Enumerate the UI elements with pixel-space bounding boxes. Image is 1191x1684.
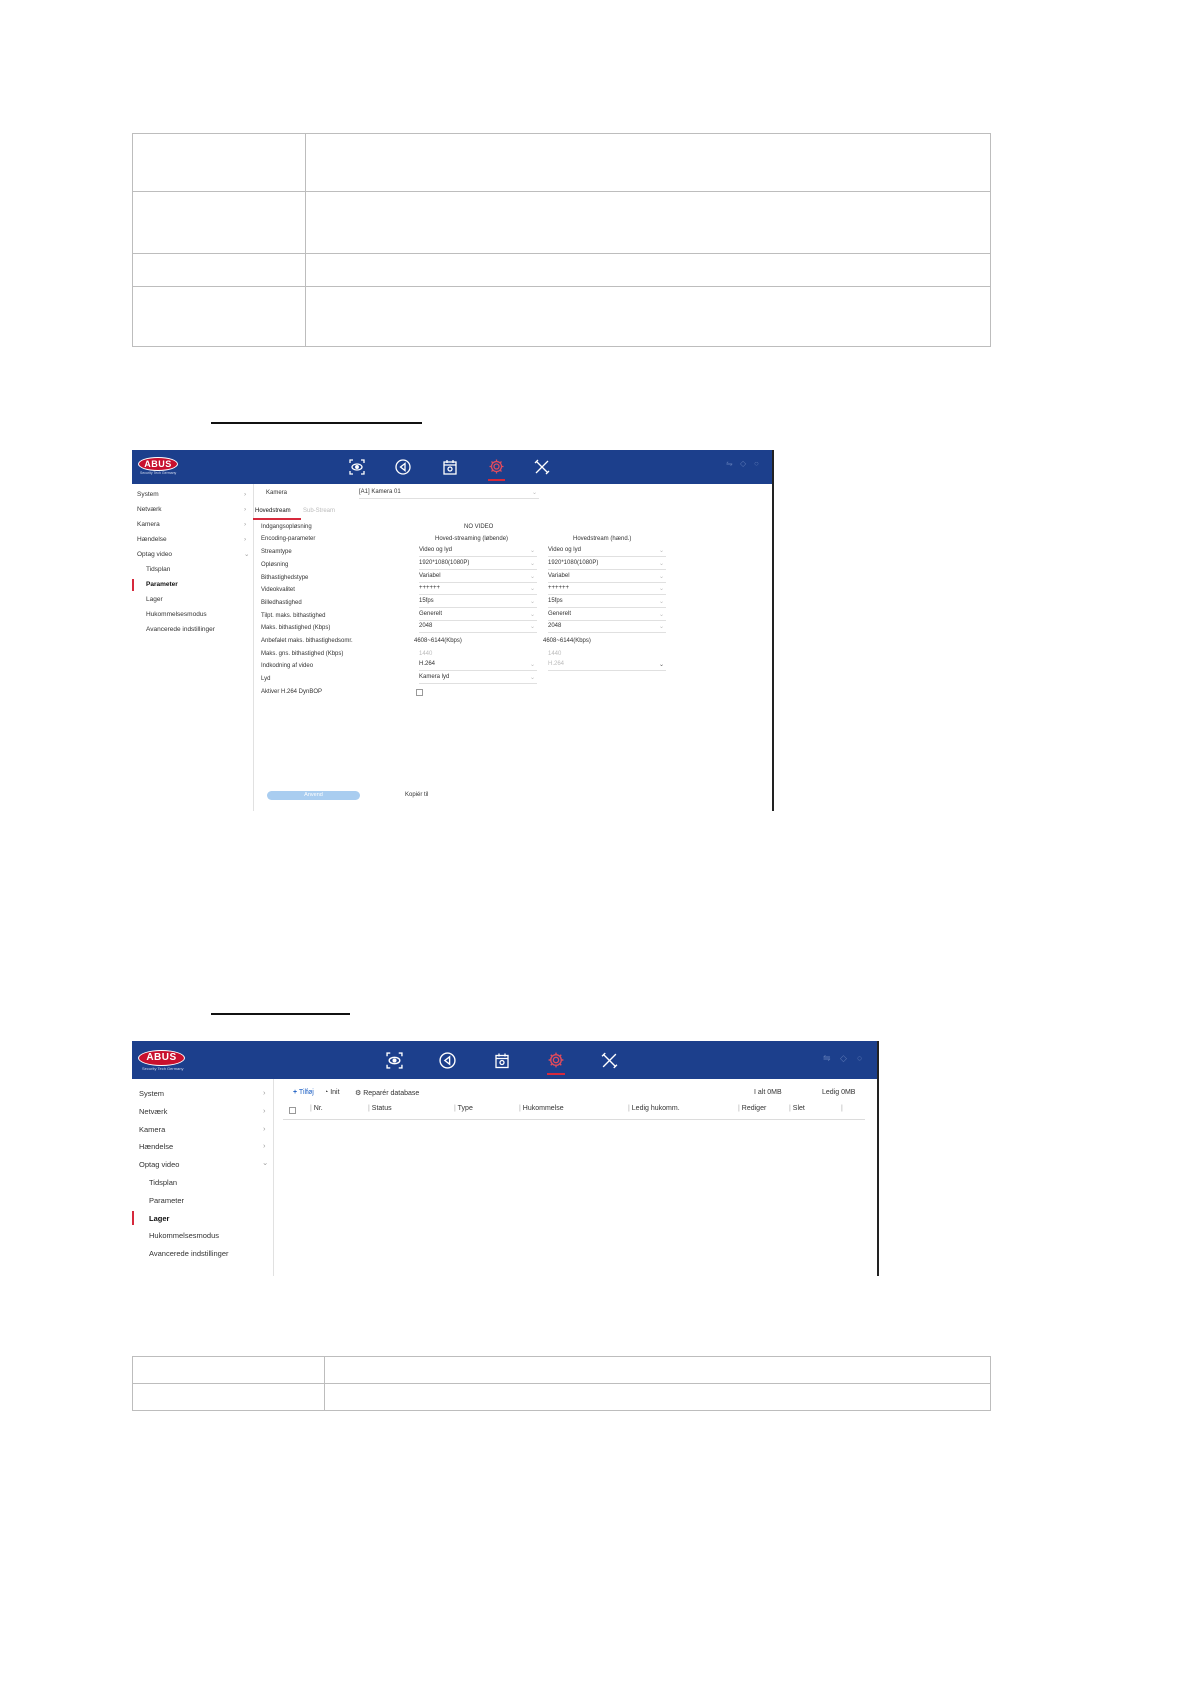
maintenance-icon[interactable] xyxy=(601,1052,618,1069)
column-divider: | xyxy=(368,1105,370,1112)
live-view-icon[interactable] xyxy=(386,1052,403,1069)
column-header-type xyxy=(454,1105,473,1112)
resolution-value: 1920*1080(1080P) xyxy=(419,560,470,566)
chevron-right-icon: › xyxy=(263,1106,266,1115)
add-button[interactable] xyxy=(293,1089,314,1096)
max-bitrate-mode-value: Generelt xyxy=(419,611,443,617)
param-label: Indgangsopløsning xyxy=(261,524,312,530)
param-label: Maks. bithastighed (Kbps) xyxy=(261,625,331,631)
avg-bitrate-value: 1440 xyxy=(419,651,433,657)
sidebar-subitem-parameter[interactable]: Parameter xyxy=(146,581,178,588)
chevron-down-icon: ⌄ xyxy=(658,548,664,554)
live-view-icon[interactable] xyxy=(349,459,365,475)
power-icon[interactable]: ○ xyxy=(754,459,759,468)
chevron-down-icon: ⌄ xyxy=(658,599,664,605)
chevron-right-icon: › xyxy=(244,506,247,513)
column-header-label: Nr. xyxy=(313,1105,323,1112)
heading-underline xyxy=(211,422,422,424)
chevron-down-icon: ⌄ xyxy=(529,599,535,605)
column-header-continuous: Hoved-streaming (løbende) xyxy=(435,536,509,542)
chevron-down-icon: ⌄ xyxy=(529,574,535,580)
param-label: Encoding-parameter xyxy=(261,536,316,542)
chevron-right-icon: › xyxy=(244,536,247,543)
max-bitrate-input[interactable] xyxy=(419,623,537,633)
table-cell xyxy=(133,1357,325,1384)
max-bitrate-value: 2048 xyxy=(419,623,433,629)
chevron-down-icon: ⌄ xyxy=(658,624,664,630)
sidebar-item-network[interactable]: Netværk xyxy=(139,1107,168,1116)
column-divider: | xyxy=(738,1105,740,1112)
recommended-bitrate-value: 4608~6144(Kbps) xyxy=(414,638,462,644)
sidebar-item-record[interactable]: Optag video xyxy=(137,551,173,558)
network-icon[interactable]: ⇋ xyxy=(726,459,733,468)
repair-database-label: Reparér database xyxy=(363,1090,420,1097)
column-header-label: Ledig hukomm. xyxy=(631,1105,680,1112)
event-resolution-select[interactable] xyxy=(548,560,666,570)
event-avg-bitrate-value: 1440 xyxy=(548,651,562,657)
sidebar-item-camera[interactable]: Kamera xyxy=(139,1125,166,1134)
event-stream-type-value: Video og lyd xyxy=(548,547,581,553)
chevron-down-icon: ⌄ xyxy=(529,624,535,630)
column-divider: | xyxy=(519,1105,521,1112)
event-max-bitrate-input[interactable] xyxy=(548,623,666,633)
column-header-label: Status xyxy=(371,1105,392,1112)
column-header-label: Rediger xyxy=(741,1105,767,1112)
column-header-free-memory xyxy=(628,1105,680,1112)
sidebar-item-camera[interactable]: Kamera xyxy=(137,521,160,528)
table-cell xyxy=(306,134,991,192)
param-label: Lyd xyxy=(261,676,271,682)
event-video-quality-select[interactable] xyxy=(548,585,666,595)
free-capacity: Ledig 0MB xyxy=(822,1089,856,1096)
param-label: Indkodning af video xyxy=(261,663,314,669)
sidebar-subitem-storage[interactable]: Lager xyxy=(146,596,163,603)
table-header-row xyxy=(283,1103,865,1120)
chevron-down-icon: ⌄ xyxy=(529,548,535,554)
param-label: Streamtype xyxy=(261,549,292,555)
param-label: Anbefalet maks. bithastighedsomr. xyxy=(261,638,353,644)
column-divider: | xyxy=(789,1105,791,1112)
table-cell xyxy=(306,287,991,347)
param-label: Videokvalitet xyxy=(261,587,295,593)
bell-icon[interactable]: ◇ xyxy=(840,1053,847,1063)
sidebar-subitem-schedule[interactable]: Tidsplan xyxy=(146,566,171,573)
chevron-down-icon: ⌄ xyxy=(529,612,535,618)
bitrate-type-select[interactable] xyxy=(419,573,537,583)
sidebar-item-event[interactable]: Hændelse xyxy=(139,1142,174,1151)
event-bitrate-type-select[interactable] xyxy=(548,573,666,583)
event-resolution-value: 1920*1080(1080P) xyxy=(548,560,599,566)
apply-button[interactable]: Anvend xyxy=(267,791,360,800)
copy-to-button[interactable]: Kopiér til xyxy=(405,792,429,798)
init-label: Init xyxy=(330,1089,340,1096)
table-cell xyxy=(325,1384,991,1411)
search-icon[interactable] xyxy=(443,459,457,475)
event-max-bitrate-mode-value: Generelt xyxy=(548,611,572,617)
sidebar-subitem-advanced[interactable]: Avancerede indstillinger xyxy=(146,626,215,633)
table-cell xyxy=(133,287,306,347)
sidebar-item-system[interactable]: System xyxy=(137,491,159,498)
selected-marker xyxy=(132,579,134,591)
param-label: Bithastighedstype xyxy=(261,575,309,581)
bell-icon[interactable]: ◇ xyxy=(740,459,747,468)
table-cell xyxy=(133,254,306,287)
column-divider: | xyxy=(310,1105,312,1112)
chevron-right-icon: › xyxy=(244,521,247,528)
selected-marker xyxy=(132,1211,134,1225)
frame-rate-value: 15fps xyxy=(419,598,434,604)
table-cell xyxy=(306,192,991,254)
event-max-bitrate-value: 2048 xyxy=(548,623,562,629)
event-frame-rate-value: 15fps xyxy=(548,598,563,604)
refresh-icon: ◔ xyxy=(324,1089,329,1096)
bitrate-type-value: Variabel xyxy=(419,573,441,579)
power-icon[interactable]: ○ xyxy=(857,1053,863,1063)
chevron-right-icon: › xyxy=(244,491,247,498)
column-header-label: Type xyxy=(457,1105,473,1112)
stream-type-value: Video og lyd xyxy=(419,547,452,553)
param-label: Aktiver H.264 DynBOP xyxy=(261,689,323,695)
sidebar-subitem-schedule[interactable]: Tidsplan xyxy=(149,1178,178,1187)
sidebar-item-network[interactable]: Netværk xyxy=(137,506,162,513)
sidebar-subitem-advanced[interactable]: Avancerede indstillinger xyxy=(149,1249,229,1258)
table-cell xyxy=(133,134,306,192)
event-max-bitrate-mode-select[interactable] xyxy=(548,611,666,621)
table-cell xyxy=(306,254,991,287)
column-divider: | xyxy=(841,1105,843,1112)
table-cell xyxy=(133,192,306,254)
parameter-content xyxy=(253,484,772,811)
camera-select[interactable] xyxy=(359,489,539,499)
abus-logo: ABUS xyxy=(138,1050,185,1066)
total-capacity: I alt 0MB xyxy=(754,1089,782,1096)
chevron-down-icon: ⌄ xyxy=(658,662,664,668)
logo-tagline: Security Tech Germany xyxy=(142,1066,184,1071)
camera-label: Kamera xyxy=(266,490,288,496)
tab-main-stream[interactable]: Hovedstream xyxy=(255,508,291,514)
gear-icon: ⚙ xyxy=(355,1090,362,1097)
audio-select[interactable] xyxy=(419,674,537,684)
chevron-right-icon: › xyxy=(263,1088,266,1097)
video-encoding-value: H.264 xyxy=(419,661,436,667)
chevron-down-icon: ⌄ xyxy=(529,561,535,567)
logo-tagline: Security Tech Germany xyxy=(140,471,177,475)
chevron-down-icon: ⌄ xyxy=(658,561,664,567)
sidebar-subitem-storage[interactable]: Lager xyxy=(149,1214,170,1223)
chevron-right-icon: › xyxy=(263,1141,266,1150)
param-label: Tilpt. maks. bithastighed xyxy=(261,613,326,619)
camera-select-value: [A1] Kamera 01 xyxy=(359,489,401,495)
column-header-memory xyxy=(519,1105,564,1112)
event-frame-rate-select[interactable] xyxy=(548,598,666,608)
init-button[interactable] xyxy=(324,1089,340,1096)
max-bitrate-mode-select[interactable] xyxy=(419,611,537,621)
chevron-down-icon: ⌄ xyxy=(658,612,664,618)
param-label: Maks. gns. bithastighed (Kbps) xyxy=(261,651,344,657)
input-resolution-value: NO VIDEO xyxy=(464,524,494,530)
sidebar-item-system[interactable]: System xyxy=(139,1089,165,1098)
add-label: Tilføj xyxy=(298,1089,314,1096)
chevron-down-icon: ⌄ xyxy=(529,675,535,681)
video-quality-select[interactable] xyxy=(419,585,537,595)
event-bitrate-type-value: Variabel xyxy=(548,573,570,579)
settings-icon[interactable] xyxy=(547,1051,565,1069)
plus-icon: + xyxy=(293,1089,298,1096)
top-nav-bar xyxy=(132,450,772,484)
column-header-label: Slet xyxy=(792,1105,805,1112)
audio-value: Kamera lyd xyxy=(419,674,450,680)
column-header-label: Hukommelse xyxy=(522,1105,564,1112)
column-header-event: Hovedstream (hænd.) xyxy=(573,536,632,542)
column-header-delete xyxy=(789,1105,805,1112)
top-nav-bar xyxy=(132,1041,877,1079)
event-video-encoding-select[interactable] xyxy=(548,661,666,671)
sidebar xyxy=(132,1079,274,1276)
param-label: Opløsning xyxy=(261,562,289,568)
chevron-down-icon: ⌄ xyxy=(529,586,535,592)
tab-sub-stream[interactable]: Sub-Stream xyxy=(303,508,336,514)
top-table xyxy=(132,133,991,347)
sidebar-subitem-storage-mode[interactable]: Hukommelsesmodus xyxy=(146,611,207,618)
network-icon[interactable]: ⇋ xyxy=(823,1053,831,1063)
repair-database-button[interactable] xyxy=(355,1089,419,1097)
select-all-checkbox[interactable] xyxy=(289,1107,296,1114)
table-cell xyxy=(325,1357,991,1384)
resolution-select[interactable] xyxy=(419,560,537,570)
settings-icon[interactable] xyxy=(488,458,505,475)
abus-logo: ABUS xyxy=(138,457,178,471)
chevron-down-icon: ⌄ xyxy=(658,574,664,580)
chevron-down-icon: ⌄ xyxy=(658,586,664,592)
column-header-edit xyxy=(738,1105,766,1112)
video-quality-value: ++++++ xyxy=(419,585,441,591)
sidebar-item-event[interactable]: Hændelse xyxy=(137,536,167,543)
video-encoding-select[interactable] xyxy=(419,661,537,671)
dynbop-checkbox[interactable] xyxy=(416,689,423,696)
chevron-right-icon: › xyxy=(263,1124,266,1133)
event-recommended-bitrate-value: 4608~6144(Kbps) xyxy=(543,638,591,644)
sidebar-subitem-storage-mode[interactable]: Hukommelsesmodus xyxy=(149,1231,220,1240)
search-icon[interactable] xyxy=(495,1052,509,1069)
event-video-quality-value: ++++++ xyxy=(548,585,570,591)
param-label: Billedhastighed xyxy=(261,600,302,606)
column-header-status xyxy=(368,1105,392,1112)
stream-type-select[interactable] xyxy=(419,547,537,557)
chevron-down-icon: ⌄ xyxy=(244,551,250,558)
screenshot-storage xyxy=(132,1041,879,1276)
column-divider: | xyxy=(454,1105,456,1112)
column-divider: | xyxy=(628,1105,630,1112)
chevron-down-icon: ⌄ xyxy=(529,662,535,668)
event-stream-type-select[interactable] xyxy=(548,547,666,557)
event-video-encoding-value: H.264 xyxy=(548,661,565,667)
storage-content xyxy=(273,1079,877,1276)
sidebar-item-record[interactable]: Optag video xyxy=(139,1160,180,1169)
bottom-table xyxy=(132,1356,991,1411)
playback-icon[interactable] xyxy=(439,1052,456,1069)
sidebar xyxy=(132,484,254,811)
heading-underline xyxy=(211,1013,350,1015)
chevron-down-icon: ⌄ xyxy=(531,490,537,496)
table-cell xyxy=(133,1384,325,1411)
active-tab-underline xyxy=(253,518,301,520)
playback-icon[interactable] xyxy=(395,459,411,475)
maintenance-icon[interactable] xyxy=(534,459,550,475)
frame-rate-select[interactable] xyxy=(419,598,537,608)
chevron-down-icon: ⌄ xyxy=(262,1158,269,1167)
screenshot-record-parameters xyxy=(132,450,774,811)
column-header-nr xyxy=(310,1105,323,1112)
sidebar-subitem-parameter[interactable]: Parameter xyxy=(149,1196,185,1205)
